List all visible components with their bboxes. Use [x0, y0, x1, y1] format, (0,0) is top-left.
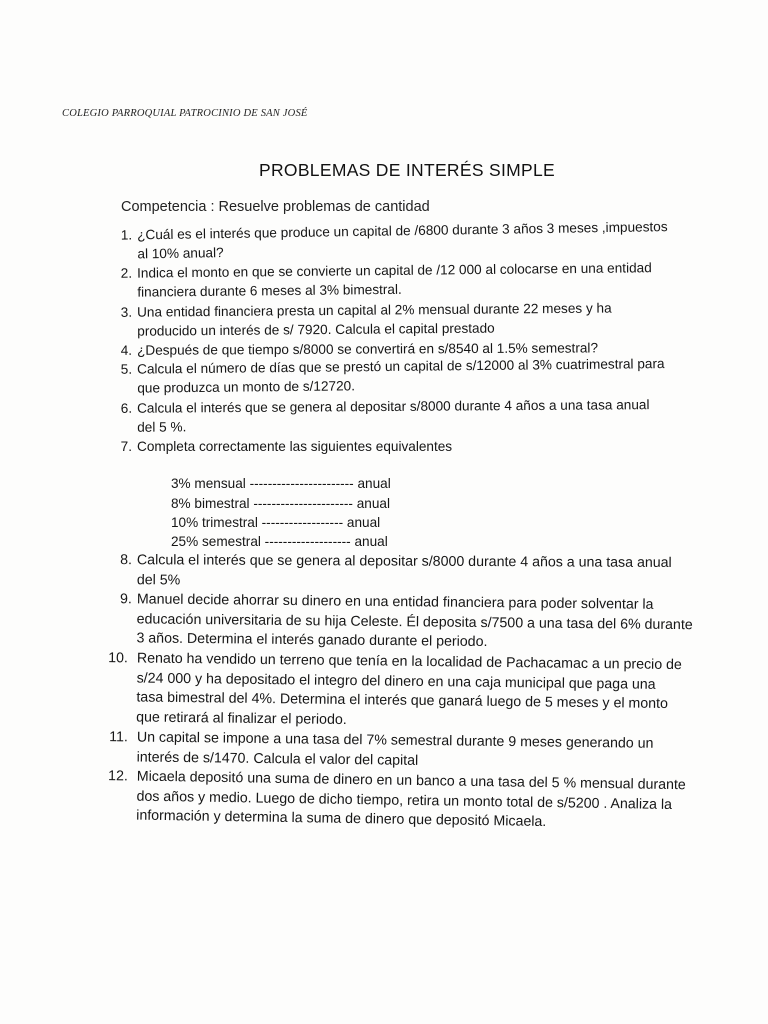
problem-number: 1. [120, 227, 133, 243]
problem-6 [100, 395, 710, 438]
problem-9 [99, 590, 710, 655]
problem-number: 4. [120, 343, 133, 359]
problem-line: del 5 %. [137, 419, 187, 435]
problem-line: Renato ha vendido un terreno que tenía en la localidad de Pachacamac a un precio de [136, 650, 682, 674]
problem-5 [100, 354, 710, 399]
equivalences-list [171, 474, 710, 551]
page-title [0, 160, 768, 181]
problem-number: 2. [120, 266, 133, 282]
problem-number: 11. [109, 728, 128, 745]
problem-line: Un capital se impone a una tasa del 7% semestral durante 9 meses generando un [136, 729, 654, 752]
problem-line: al 10% anual? [137, 245, 224, 262]
problem-line: producido un interés de s/ 7920. Calcula el capital prestado [137, 320, 495, 339]
problem-7 [100, 437, 710, 551]
problem-line: Indica el monto en que se convierte un capital de /12 000 al colocarse en una entidad [137, 260, 652, 282]
page-title-text: PROBLEMAS DE INTERÉS SIMPLE [259, 160, 555, 180]
problem-line: Calcula el número de días que se prestó un capital de s/12000 al 3% cuatrimestral para [137, 356, 665, 378]
problem-line: educación universitaria de su hija Celeste. Él deposita s/7500 a una tasa del 6% durante [136, 611, 693, 634]
problem-line: ¿Cuál es el interés que produce un capital de /6800 durante 3 años 3 meses ,impuestos [137, 219, 668, 243]
problem-line: del 5% [136, 572, 181, 589]
equivalence-item: 25% semestral ------------------- anual [171, 534, 388, 550]
problem-line: Micaela depositó una suma de dinero en un banco a una tasa del 5 % mensual durante [136, 768, 686, 793]
problem-2 [100, 258, 710, 303]
problem-number: 12. [107, 767, 128, 785]
problem-line: Una entidad financiera presta un capital al 2% mensual durante 22 meses y ha [137, 300, 612, 320]
problem-number: 6. [120, 400, 133, 416]
problem-10 [99, 649, 710, 735]
equivalence-item: 10% trimestral ------------------ anual [171, 514, 381, 530]
problem-line: Calcula el interés que se genera al depositar s/8000 durante 4 años a una tasa anual [137, 396, 650, 416]
problem-line: interés de s/1470. Calcula el valor del capital [136, 748, 419, 769]
problem-number: 8. [120, 552, 132, 569]
problem-line: s/24 000 y ha depositado el integro del dinero en una caja municipal que paga una [136, 670, 656, 693]
problem-number: 3. [120, 304, 133, 320]
problem-line: ¿Después de que tiempo s/8000 se convertirá en s/8540 al 1.5% semestral? [137, 340, 599, 359]
problem-list [100, 219, 710, 830]
problem-line: que retirará al finalizar el periodo. [136, 709, 347, 729]
school-name: COLEGIO PARROQUIAL PATROCINIO DE SAN JOSÉ [62, 108, 308, 119]
problem-number: 9. [119, 591, 132, 608]
problem-1 [100, 216, 711, 264]
equivalence-item: 3% mensual ----------------------- anual [171, 476, 391, 492]
problem-line: Completa correctamente las siguientes equivalentes [137, 439, 453, 455]
problem-number: 10. [108, 650, 128, 667]
problem-line: información y determina la suma de dinero que depositó Micaela. [136, 807, 547, 830]
problem-11 [100, 728, 710, 775]
problem-line: Manuel decide ahorrar su dinero en una entidad financiera para poder solventar la [136, 591, 654, 614]
problem-line: Calcula el interés que se genera al depositar s/8000 durante 4 años a una tasa anual [136, 552, 672, 572]
problem-line: que produzca un monto de s/12720. [137, 378, 356, 397]
problem-12 [99, 767, 710, 835]
problem-line: 3 años. Determina el interés ganado durante el periodo. [136, 631, 488, 651]
problem-number: 7. [120, 439, 132, 455]
problem-line: tasa bimestral del 4%. Determina el interés que ganará luego de 5 meses y el monto [136, 689, 669, 713]
problem-8 [100, 551, 710, 593]
problem-line: financiera durante 6 meses al 3% bimestral. [137, 282, 402, 301]
problem-line: dos años y medio. Luego de dicho tiempo, retira un monto total de s/5200 . Analiza la [136, 787, 673, 813]
equivalence-item: 8% bimestral ---------------------- anual [171, 495, 390, 511]
problem-3 [100, 297, 710, 341]
competencia-line: Competencia : Resuelve problemas de cantidad [121, 199, 430, 215]
problem-number: 5. [120, 362, 133, 378]
